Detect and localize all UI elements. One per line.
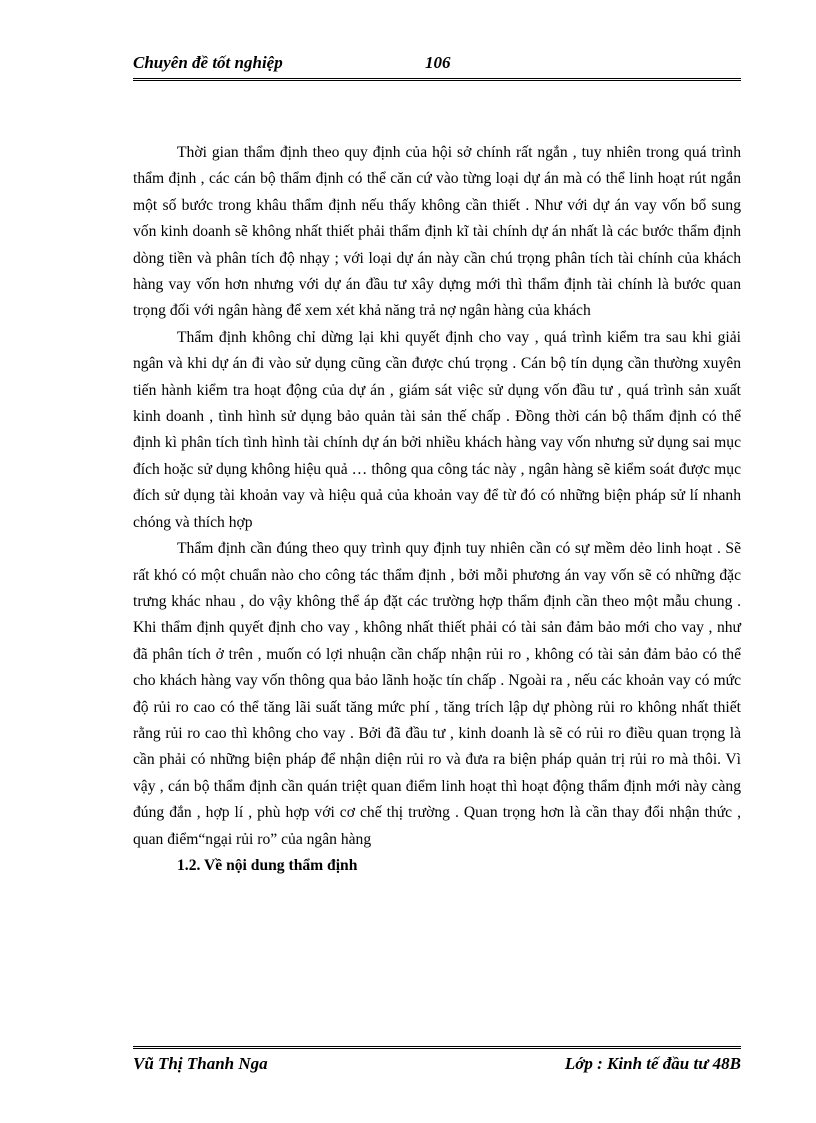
paragraph-post-disbursement-check: Thẩm định không chỉ dừng lại khi quyết định cho vay , quá trình kiểm tra sau khi giải ngân và khi dự án đi vào sử dụng cũng cần được chú trọng . Cán bộ tín dụng cần thường xuyên tiến hành kiểm tra hoạt động của dự án , giám sát việc sử dụng vốn đầu tư , quá trình sản xuất kinh doanh , tình hình sử dụng bảo quản tài sản thế chấp . Đồng thời cán bộ thẩm định có thể định kì phân tích tình hình tài chính dự án bởi nhiều khách hàng vay vốn nhưng sử dụng sai mục đích hoặc sử dụng không hiệu quả … thông qua công tác này , ngân hàng sẽ kiểm soát được mục đích sử dụng tài khoản vay và hiệu quả của khoản vay để từ đó có những biện pháp sử lí nhanh chóng và thích hợp — [133, 328, 741, 531]
footer-author: Vũ Thị Thanh Nga — [133, 1054, 268, 1073]
page-number: 106 — [425, 53, 451, 72]
document-body — [133, 140, 741, 879]
page-header — [133, 52, 741, 81]
section-heading: 1.2. Về nội dung thẩm định — [177, 856, 358, 874]
footer-class: Lớp : Kinh tế đầu tư 48B — [564, 1054, 741, 1073]
page-footer — [133, 1046, 741, 1079]
header-title: Chuyên đề tốt nghiệp — [133, 53, 283, 72]
paragraph-appraisal-time: Thời gian thẩm định theo quy định của hội sở chính rất ngắn , tuy nhiên trong quá trình thẩm định , các cán bộ thẩm định có thể căn cứ vào từng loại dự án mà có thể linh hoạt rút ngắn một số bước trong khâu thẩm định nếu thấy không cần thiết . Như với dự án vay vốn bổ sung vốn kinh doanh sẽ không nhất thiết phải thẩm định kĩ tài chính dự án nhất là các bước thẩm định dòng tiền và phân tích độ nhạy ; với loại dự án này cần chú trọng phân tích tài chính của khách hàng vay vốn hơn nhưng với dự án đầu tư xây dựng mới thì thẩm định tài chính là bước quan trọng đối với ngân hàng để xem xét khả năng trả nợ ngân hàng của khách — [133, 144, 741, 320]
paragraph-flexibility: Thẩm định cần đúng theo quy trình quy định tuy nhiên cần có sự mềm dẻo linh hoạt . Sẽ rất khó có một chuẩn nào cho công tác thẩm định , bởi mỗi phương án vay vốn sẽ có những đặc trưng khác nhau , do vậy không thể áp đặt các trường hợp thẩm định cần theo một mẫu chung . Khi thẩm định quyết định cho vay , không nhất thiết phải có tài sản đảm bảo mới cho vay , như đã phân tích ở trên , muốn có lợi nhuận cần chấp nhận rủi ro , không có tài sản đảm bảo có thể cho khách hàng vay vốn thông qua bảo lãnh hoặc tín chấp . Ngoài ra , nếu các khoản vay có mức độ rủi ro cao có thể tăng lãi suất tăng mức phí , tăng trích lập dự phòng rủi ro không nhất thiết rằng rủi ro cao thì không cho vay . Bởi đã đầu tư , kinh doanh là sẽ có rủi ro điều quan trọng là cần phải có những biện pháp để nhận diện rủi ro và đưa ra biện pháp quản trị rủi ro mà thôi. Vì vậy , cán bộ thẩm định cần quán triệt quan điểm linh hoạt thì hoạt động thẩm định mới này càng đúng đắn , hợp lí , phù hợp với cơ chế thị trường . Quan trọng hơn là cần thay đổi nhận thức , quan điểm“ngại rủi ro” của ngân hàng — [133, 540, 741, 848]
